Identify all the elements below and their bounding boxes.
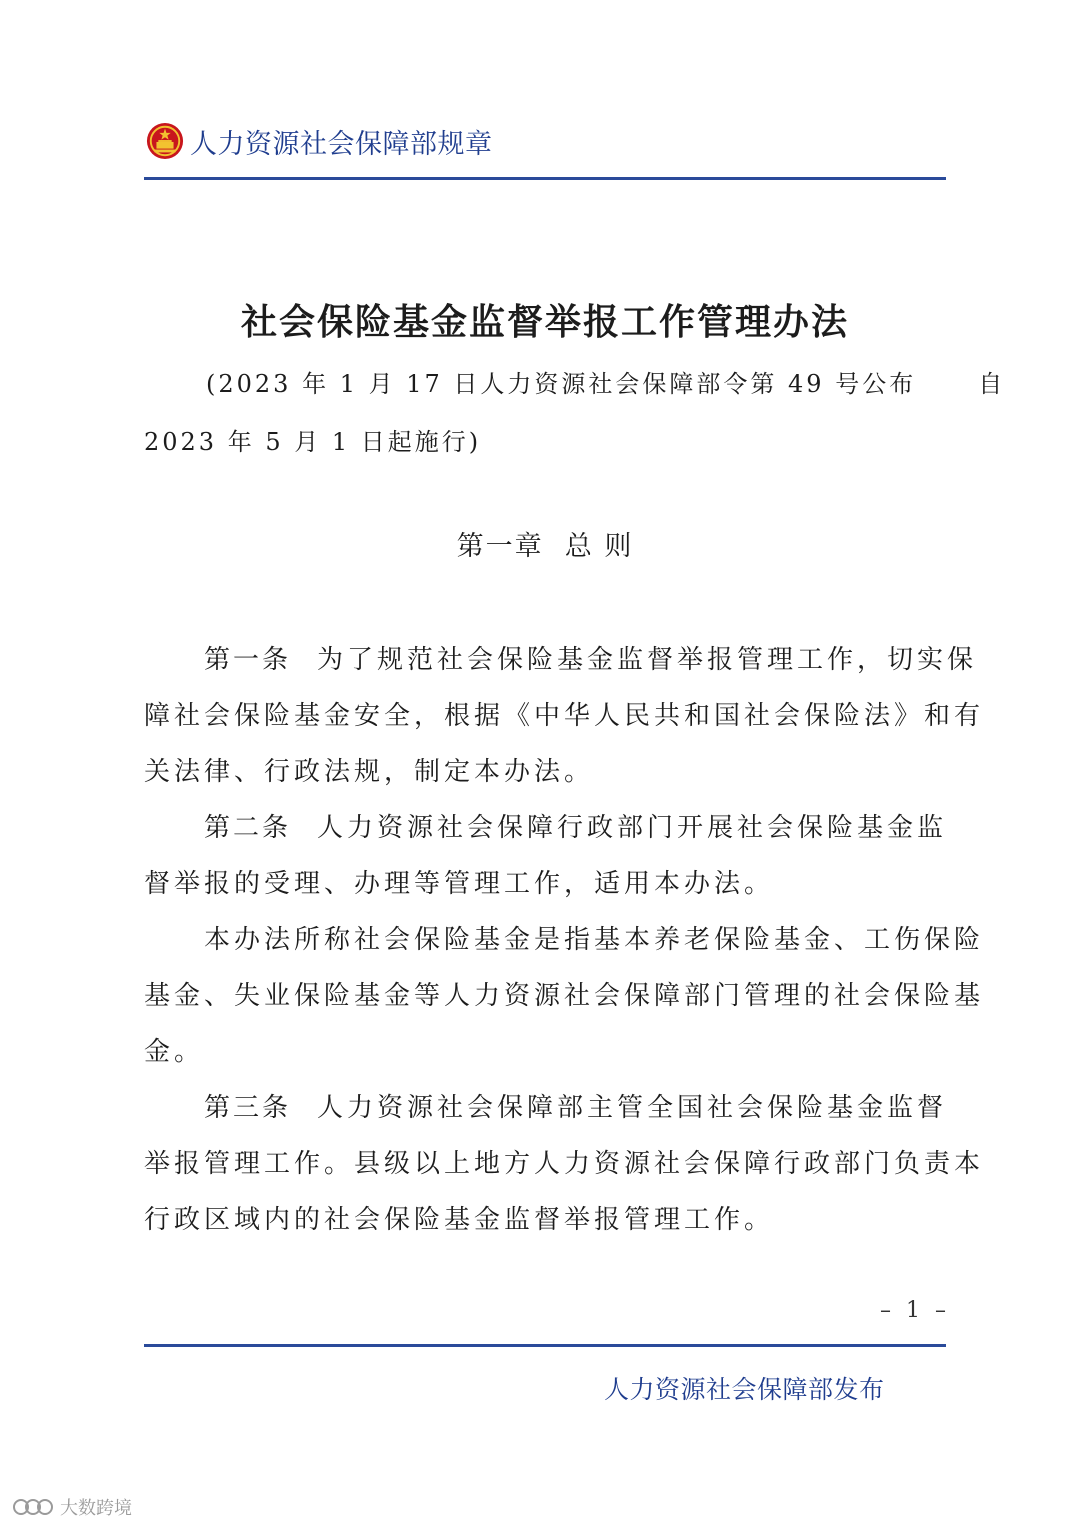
watermark	[12, 1494, 132, 1520]
chapter-heading: 第一章 总 则	[456, 531, 634, 562]
national-emblem-icon	[146, 122, 184, 160]
publication-note	[144, 355, 1006, 471]
footer-divider	[144, 1344, 946, 1347]
page-number: – 1 –	[880, 1298, 950, 1323]
publication-line-1	[144, 355, 1006, 413]
document-title: 社会保险基金监督举报工作管理办法	[240, 302, 849, 343]
header-divider	[144, 177, 946, 180]
article-label: 第二条	[204, 813, 292, 843]
paragraph-text: 为了规范社会保险基金监督举报管理工作，切实保	[317, 645, 978, 675]
article-1-line-1	[144, 632, 978, 688]
publication-line-2: 2023 年 5 月 1 日起施行)	[144, 428, 482, 456]
paragraph-text: 人力资源社会保障部主管全国社会保险基金监督	[317, 1093, 948, 1123]
watermark-logo-icon	[12, 1496, 54, 1518]
document-header	[146, 116, 493, 166]
article-2-line-2: 督举报的受理、办理等管理工作，适用本办法。	[144, 869, 775, 899]
article-3-line-3: 行政区域内的社会保险基金监督举报管理工作。	[144, 1205, 775, 1235]
article-label: 第一条	[204, 645, 292, 675]
article-2-para-2-line-2: 基金、失业保险基金等人力资源社会保障部门管理的社会保险基	[144, 981, 985, 1011]
publication-line-1-text: (2023 年 1 月 17 日人力资源社会保障部令第 49 号公布	[206, 370, 917, 398]
article-3-line-1	[144, 1080, 946, 1136]
publication-line-1-end: 自	[978, 370, 1006, 398]
header-title: 人力资源社会保障部规章	[190, 128, 493, 160]
document-body	[144, 632, 985, 1248]
article-1-line-2: 障社会保险基金安全，根据《中华人民共和国社会保险法》和有	[144, 701, 985, 731]
paragraph-text: 人力资源社会保障行政部门开展社会保险基金监	[317, 813, 948, 843]
article-label: 第三条	[204, 1093, 292, 1123]
article-2-para-2-line-1: 本办法所称社会保险基金是指基本养老保险基金、工伤保险	[204, 925, 985, 955]
article-2-para-2-line-3: 金。	[144, 1037, 205, 1067]
footer-publisher: 人力资源社会保障部发布	[604, 1375, 885, 1404]
article-1-line-3: 关法律、行政法规，制定本办法。	[144, 757, 595, 787]
article-3-line-2: 举报管理工作。县级以上地方人力资源社会保障行政部门负责本	[144, 1149, 985, 1179]
article-2-line-1	[144, 800, 946, 856]
watermark-text: 大数跨境	[60, 1498, 132, 1519]
